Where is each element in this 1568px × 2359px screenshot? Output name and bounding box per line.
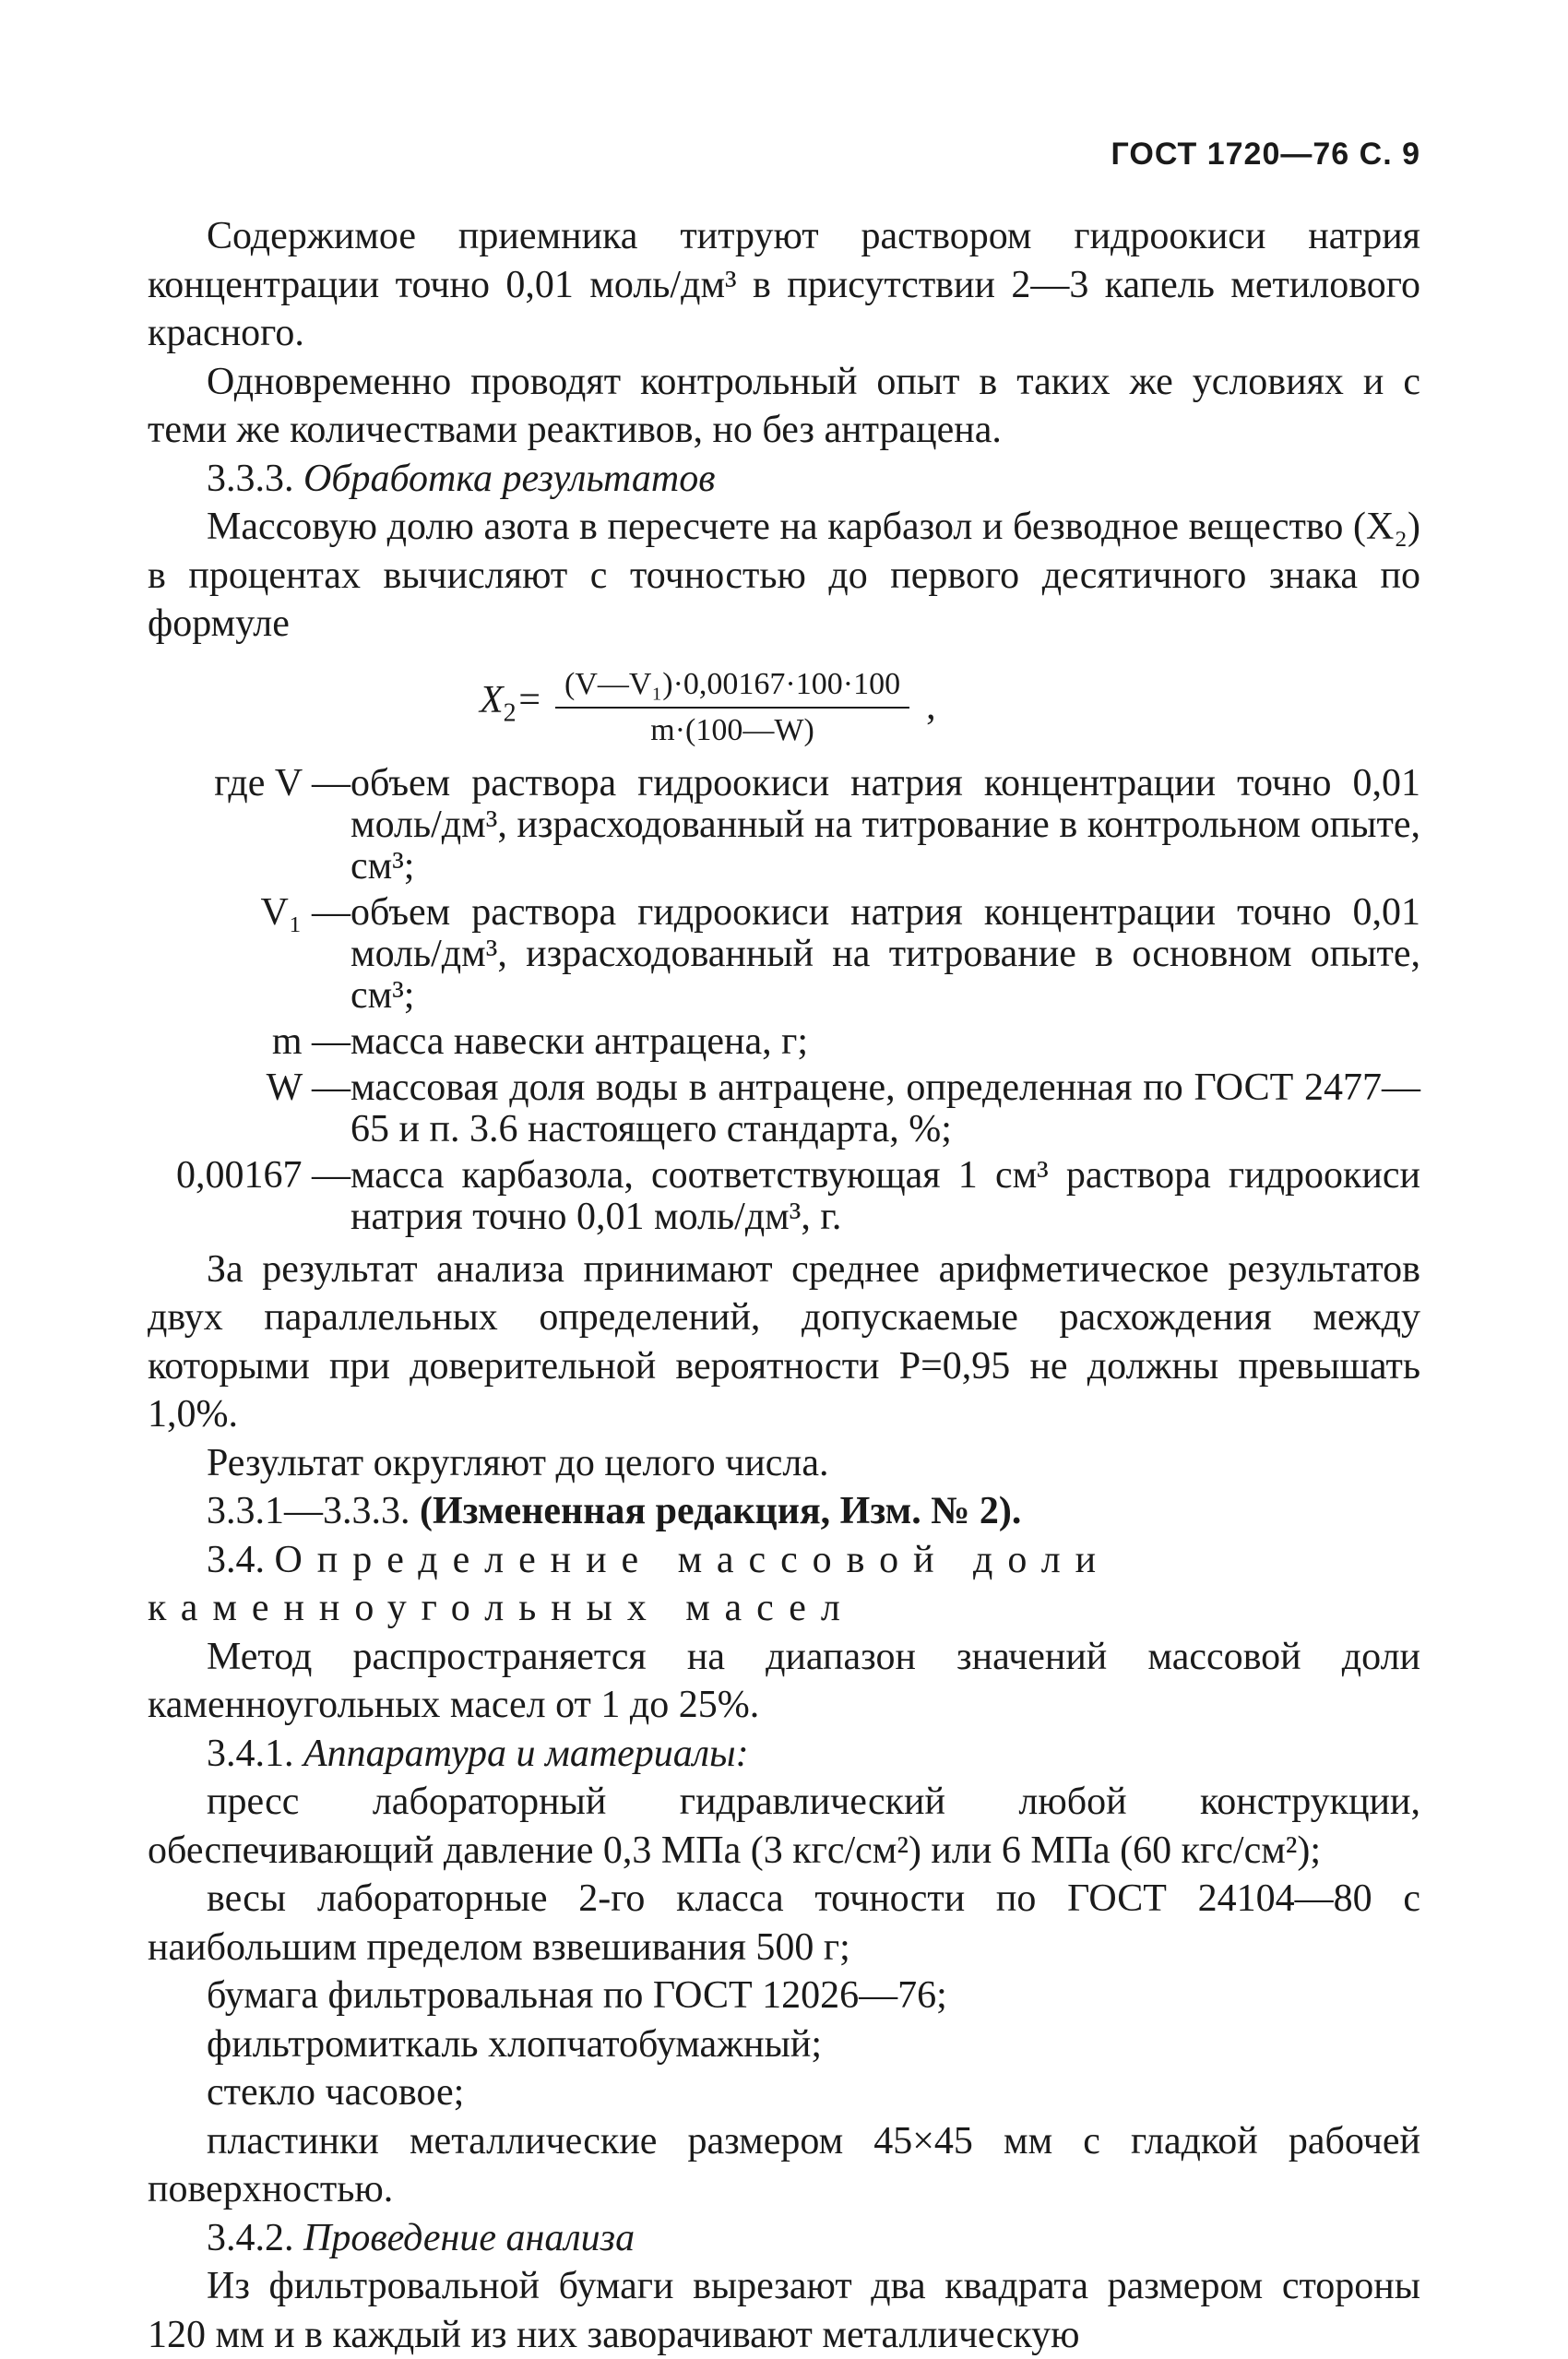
formula-lhs-var: X [480,679,504,722]
definition-text: масса навески антрацена, г; [350,1019,809,1063]
definition-symbol: где V — [214,761,350,804]
section-heading-3-3-3 [148,455,1420,504]
materials-item: весы лабораторные 2-го класса точности по ГОСТ 24104—80 с наибольшим пределом взвешивания 500 г; [148,1877,1420,1969]
materials-item: фильтромиткаль хлопчатобумажный; [207,2022,822,2066]
amendment-ref: 3.3.1—3.3.3. [207,1490,410,1532]
formula-trail: , [926,685,936,729]
paragraph: Метод распространяется на диапазон значений массовой доли каменноугольных масел от 1 до 25%. [148,1635,1420,1726]
definition-row [148,763,1420,888]
amendment-note [148,1487,1420,1536]
definition-row [148,1155,1420,1238]
section-title: Проведение анализа [303,2216,636,2259]
paragraph: Одновременно проводят контрольный опыт в таких же условиях и с теми же количествами реактивов, но без антрацена. [148,360,1420,451]
definition-symbol: V₁ — [260,890,350,934]
section-title: Определение массовой доли каменноугольных масел [148,1538,1111,1629]
definition-symbol: 0,00167 — [176,1153,350,1197]
running-header: ГОСТ 1720—76 С. 9 [1111,137,1420,172]
materials-item: стекло часовое; [207,2071,465,2114]
amendment-text: (Измененная редакция, Изм. № 2). [420,1490,1022,1532]
section-number: 3.4.2. [207,2216,294,2259]
paragraph: Содержимое приемника титруют раствором гидроокиси натрия концентрации точно 0,01 моль/дм³ в присутствии 2—3 капель метилового красного. [148,215,1420,354]
paragraph: Результат округляют до целого числа. [207,1441,829,1484]
paragraph: За результат анализа принимают среднее арифметическое результатов двух параллельных определений, допускаемые расхождения между которыми при доверительной вероятности P=0,95 не должны превышать 1,0%. [148,1247,1420,1436]
definition-text: объем раствора гидроокиси натрия концентрации точно 0,01 моль/дм³, израсходованный на титрование в основном опыте, см³; [350,890,1420,1017]
materials-item: бумага фильтровальная по ГОСТ 12026—76; [207,1974,947,2017]
definition-symbol: W — [266,1066,350,1109]
section-heading-3-4 [148,1536,1420,1633]
definition-text: массовая доля воды в антрацене, определенная по ГОСТ 2477—65 и п. 3.6 настоящего стандарта, %; [350,1066,1420,1150]
section-number: 3.4. [207,1538,265,1581]
definition-text: масса карбазола, соответствующая 1 см³ раствора гидроокиси натрия точно 0,01 моль/дм³, г. [350,1153,1420,1238]
formula-denominator: m·(100—W) [650,712,814,747]
paragraph: Из фильтровальной бумаги вырезают два квадрата размером стороны 120 мм и в каждый из них заворачивают металлическую [148,2265,1420,2356]
formula-numerator: (V—V₁)·0,00167·100·100 [555,666,909,709]
materials-item: пресс лабораторный гидравлический любой конструкции, обеспечивающий давление 0,3 МПа (3 кгс/см²) или 6 МПа (60 кгс/см²); [148,1781,1420,1872]
section-title: Обработка результатов [303,457,716,500]
definition-symbol: m — [271,1019,350,1063]
definitions-list [148,763,1420,1238]
paragraph: Массовую долю азота в пересчете на карбазол и безводное вещество (X₂) в процентах вычисляют с точностью до первого десятичного знака по формуле [148,506,1420,645]
formula-lhs-sub: 2 [503,698,517,728]
section-title: Аппаратура и материалы: [303,1732,749,1775]
page-body [148,212,1420,2359]
definition-row [148,892,1420,1017]
formula-equals: = [516,679,542,722]
section-number: 3.3.3. [207,457,294,500]
definition-row [148,1021,1420,1063]
section-heading-3-4-1 [148,1730,1420,1779]
formula-fraction [555,666,909,749]
definition-text: объем раствора гидроокиси натрия концентрации точно 0,01 моль/дм³, израсходованный на титрование в контрольном опыте, см³; [350,761,1420,888]
section-heading-3-4-2 [148,2214,1420,2263]
materials-item: пластинки металлические размером 45×45 мм с гладкой рабочей поверхностью. [148,2119,1420,2210]
section-number: 3.4.1. [207,1732,294,1775]
formula-x2 [480,661,1420,754]
formula-lhs [480,676,542,738]
definition-row [148,1067,1420,1150]
